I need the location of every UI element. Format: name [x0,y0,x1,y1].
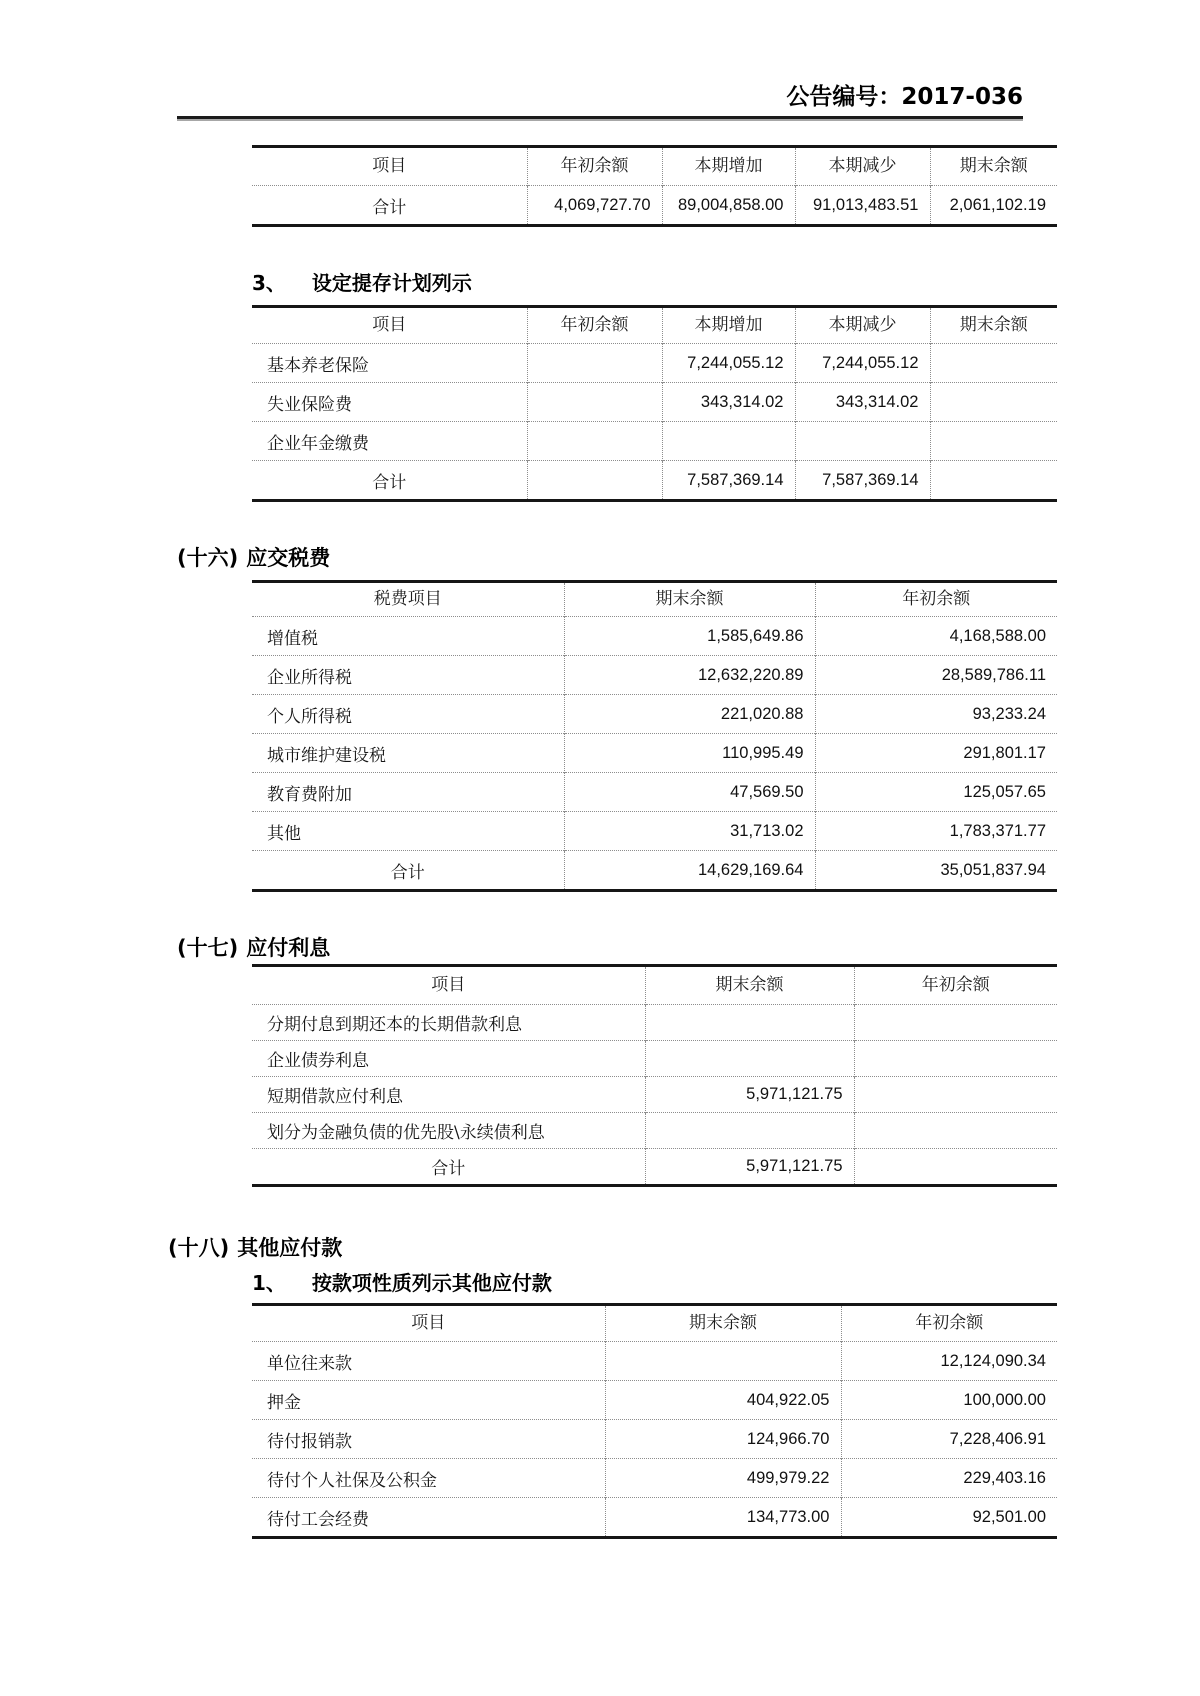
interest-payable-table [252,964,1057,1187]
value-cell: 343,314.02 [662,383,795,422]
subsection-1-number: 1、 [252,1271,286,1295]
section-17-heading [177,936,330,960]
subsection-1-heading [252,1272,552,1295]
row-label: 个人所得税 [252,695,564,734]
defined-contribution-plan-table [252,305,1057,502]
row-label: 合计 [252,851,564,891]
value-cell: 124,966.70 [605,1420,841,1459]
table-header-row [252,147,1057,186]
row-label: 城市维护建设税 [252,734,564,773]
value-cell [662,422,795,461]
row-label: 企业所得税 [252,656,564,695]
table-row [252,734,1057,773]
value-cell: 100,000.00 [841,1381,1057,1420]
column-header: 年初余额 [854,966,1057,1005]
table-total-row [252,851,1057,891]
value-cell [930,422,1057,461]
row-label: 企业债券利息 [252,1041,645,1077]
table-row [252,1113,1057,1149]
column-header: 期末余额 [605,1305,841,1342]
table-row [252,383,1057,422]
table-total-row [252,461,1057,501]
row-label: 押金 [252,1381,605,1420]
value-cell: 7,228,406.91 [841,1420,1057,1459]
summary-total-table [252,145,1057,227]
row-label: 教育费附加 [252,773,564,812]
value-cell: 7,244,055.12 [662,344,795,383]
value-cell [930,461,1057,501]
row-label: 其他 [252,812,564,851]
column-header: 年初余额 [527,307,662,344]
row-label: 待付个人社保及公积金 [252,1459,605,1498]
value-cell: 28,589,786.11 [815,656,1057,695]
value-cell: 1,783,371.77 [815,812,1057,851]
value-cell [854,1077,1057,1113]
value-cell [854,1149,1057,1186]
value-cell: 12,124,090.34 [841,1342,1057,1381]
column-header: 项目 [431,975,466,995]
value-cell [854,1041,1057,1077]
value-cell: 110,995.49 [564,734,815,773]
section-3-title: 设定提存计划列示 [311,271,472,295]
section-16-heading [177,546,330,570]
column-header: 年初余额 [527,147,662,186]
section-17-number: (十七) [177,936,239,960]
row-label: 企业年金缴费 [252,422,527,461]
row-label: 待付报销款 [252,1420,605,1459]
table-row [252,773,1057,812]
value-cell: 221,020.88 [564,695,815,734]
table-row [252,812,1057,851]
section-18-title: 其他应付款 [237,1236,343,1260]
value-cell: 229,403.16 [841,1459,1057,1498]
table-row [252,422,1057,461]
column-header: 本期减少 [795,147,930,186]
value-cell: 125,057.65 [815,773,1057,812]
section-3-number: 3、 [252,271,286,295]
value-cell: 47,569.50 [564,773,815,812]
value-cell: 93,233.24 [815,695,1057,734]
column-header: 项目 [372,156,407,176]
taxes-payable-table [252,580,1057,892]
column-header: 项目 [411,1313,446,1333]
section-3-heading [252,272,472,295]
column-header: 期末余额 [564,582,815,617]
section-18-heading [168,1236,342,1260]
value-cell: 2,061,102.19 [930,186,1057,226]
table-header-row [252,966,1057,1005]
value-cell [930,344,1057,383]
value-cell: 92,501.00 [841,1498,1057,1538]
table-row [252,1498,1057,1538]
value-cell: 4,168,588.00 [815,617,1057,656]
value-cell [645,1005,854,1041]
value-cell: 89,004,858.00 [662,186,795,226]
table-header-row [252,307,1057,344]
table-row [252,1041,1057,1077]
column-header: 项目 [372,315,407,335]
row-label: 合计 [252,186,527,226]
table-row [252,1005,1057,1041]
value-cell [795,422,930,461]
value-cell [527,461,662,501]
value-cell: 5,971,121.75 [645,1149,854,1186]
section-17-title: 应付利息 [246,936,331,960]
table-row [252,695,1057,734]
row-label: 基本养老保险 [252,344,527,383]
value-cell: 4,069,727.70 [527,186,662,226]
value-cell: 404,922.05 [605,1381,841,1420]
column-header: 年初余额 [841,1305,1057,1342]
row-label: 单位往来款 [252,1342,605,1381]
table-row [252,1381,1057,1420]
value-cell: 7,244,055.12 [795,344,930,383]
value-cell [527,344,662,383]
value-cell [854,1005,1057,1041]
announcement-number: 公告编号：2017-036 [786,84,1023,110]
row-label: 划分为金融负债的优先股\永续债利息 [252,1113,645,1149]
value-cell: 91,013,483.51 [795,186,930,226]
value-cell: 343,314.02 [795,383,930,422]
table-header-row [252,582,1057,617]
value-cell: 35,051,837.94 [815,851,1057,891]
table-row [252,1459,1057,1498]
value-cell: 31,713.02 [564,812,815,851]
subsection-1-title: 按款项性质列示其他应付款 [311,1271,552,1295]
section-18-number: (十八) [168,1236,230,1260]
column-header: 税费项目 [373,589,442,609]
value-cell [854,1113,1057,1149]
value-cell: 12,632,220.89 [564,656,815,695]
value-cell: 1,585,649.86 [564,617,815,656]
value-cell [930,383,1057,422]
value-cell: 14,629,169.64 [564,851,815,891]
value-cell [645,1041,854,1077]
column-header: 期末余额 [645,966,854,1005]
section-16-number: (十六) [177,546,239,570]
column-header: 本期增加 [662,147,795,186]
value-cell: 5,971,121.75 [645,1077,854,1113]
value-cell [645,1113,854,1149]
table-total-row [252,1149,1057,1186]
row-label: 短期借款应付利息 [252,1077,645,1113]
value-cell: 7,587,369.14 [795,461,930,501]
column-header: 期末余额 [930,147,1057,186]
table-row [252,186,1057,226]
value-cell [527,383,662,422]
value-cell: 134,773.00 [605,1498,841,1538]
column-header: 本期减少 [795,307,930,344]
other-payables-by-nature-table [252,1303,1057,1539]
column-header: 年初余额 [815,582,1057,617]
value-cell [527,422,662,461]
table-row [252,1077,1057,1113]
table-row [252,617,1057,656]
table-row [252,656,1057,695]
value-cell: 7,587,369.14 [662,461,795,501]
value-cell: 291,801.17 [815,734,1057,773]
value-cell: 499,979.22 [605,1459,841,1498]
header-rule [177,116,1023,119]
row-label: 失业保险费 [252,383,527,422]
row-label: 合计 [252,461,527,501]
column-header: 期末余额 [930,307,1057,344]
table-row [252,1420,1057,1459]
row-label: 合计 [252,1149,645,1186]
row-label: 待付工会经费 [252,1498,605,1538]
row-label: 分期付息到期还本的长期借款利息 [252,1005,645,1041]
column-header: 本期增加 [662,307,795,344]
table-row [252,1342,1057,1381]
table-header-row [252,1305,1057,1342]
row-label: 增值税 [252,617,564,656]
table-row [252,344,1057,383]
section-16-title: 应交税费 [246,546,331,570]
value-cell [605,1342,841,1381]
